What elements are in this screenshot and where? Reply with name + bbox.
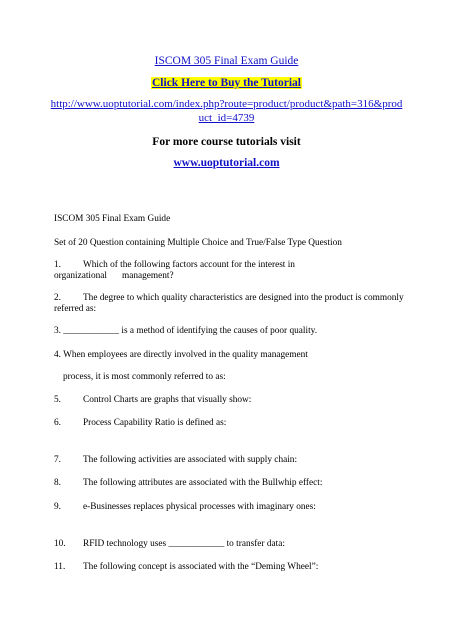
question-9: e-Businesses replaces physical processes with imaginary ones: <box>83 502 316 512</box>
question-1-number: 1. <box>54 260 61 270</box>
question-9-number: 9. <box>54 502 61 512</box>
question-4-line-1: 4. When employees are directly involved in the quality management <box>54 350 308 360</box>
question-6-number: 6. <box>54 418 61 428</box>
title-link-line <box>0 55 453 67</box>
site-link-line <box>0 157 453 169</box>
question-5-number: 5. <box>54 395 61 405</box>
url-line-2 <box>0 112 453 124</box>
question-11-number: 11. <box>54 562 66 572</box>
question-2-line-2: referred as: <box>54 304 97 314</box>
more-tutorials-text: For more course tutorials visit <box>152 136 301 148</box>
buy-tutorial-link[interactable]: Click Here to Buy the Tutorial <box>152 77 301 89</box>
question-11: The following concept is associated with the “Deming Wheel”: <box>83 562 319 572</box>
question-4-line-2: process, it is most commonly referred to as: <box>63 372 226 382</box>
question-1-line-2b: management? <box>122 271 174 281</box>
site-link[interactable]: www.uoptutorial.com <box>173 157 280 169</box>
question-1-line-2a: organizational <box>54 271 108 281</box>
question-3: 3. ____________ is a method of identifying the causes of poor quality. <box>54 326 318 336</box>
product-url-link-part2[interactable]: uct_id=4739 <box>198 112 255 124</box>
question-8: The following attributes are associated with the Bullwhip effect: <box>83 478 323 488</box>
question-2-number: 2. <box>54 293 61 303</box>
title-link[interactable]: ISCOM 305 Final Exam Guide <box>154 55 299 67</box>
url-line-1 <box>0 98 453 110</box>
question-6: Process Capability Ratio is defined as: <box>83 418 227 428</box>
set-description: Set of 20 Question containing Multiple Choice and True/False Type Question <box>54 238 342 248</box>
product-url-link-part1[interactable]: http://www.uoptutorial.com/index.php?route=product/product&path=316&prod <box>50 98 403 110</box>
question-10-number: 10. <box>54 539 66 549</box>
question-2-line-1: The degree to which quality characteristics are designed into the product is commonly <box>83 293 404 303</box>
guide-title: ISCOM 305 Final Exam Guide <box>54 214 171 224</box>
question-8-number: 8. <box>54 478 61 488</box>
question-1-line-1: Which of the following factors account for the interest in <box>83 260 295 270</box>
buy-link-line <box>0 77 453 89</box>
question-10: RFID technology uses ____________ to transfer data: <box>83 539 285 549</box>
question-7-number: 7. <box>54 455 61 465</box>
question-7: The following activities are associated with supply chain: <box>83 455 298 465</box>
question-5: Control Charts are graphs that visually show: <box>83 395 252 405</box>
